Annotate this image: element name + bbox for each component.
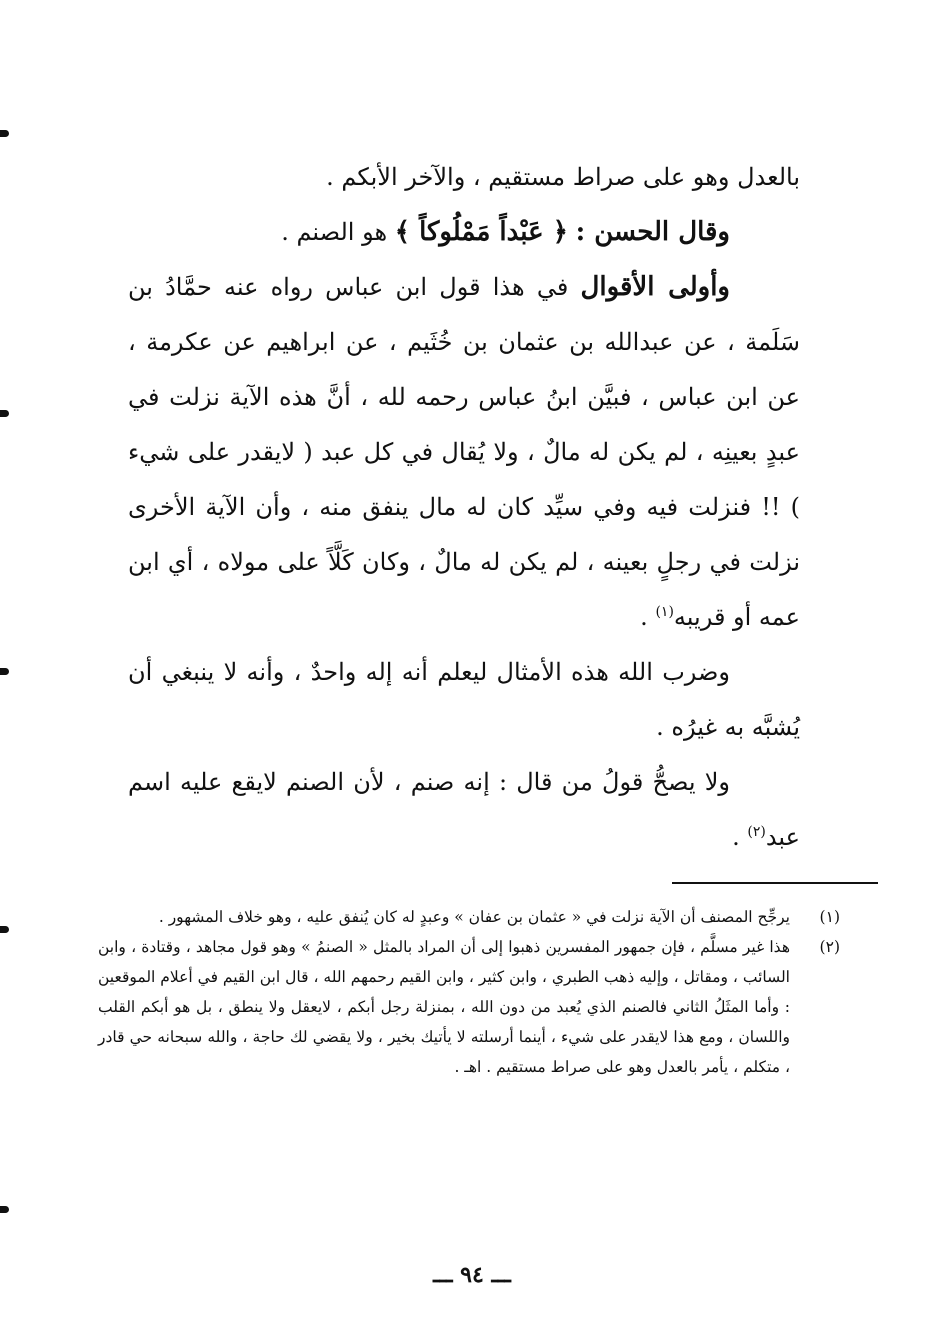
paragraph-2-rest: هو الصنم . [281, 218, 395, 246]
quran-quote: ﴿ عَبْداً مَمْلُوكاً ﴾ [394, 217, 568, 247]
footnote-text: يرجِّح المصنف أن الآية نزلت في « عثمان بن عفان » وعبدٍ له كان يُنفق عليه ، وهو خلاف المشهور . [158, 908, 790, 926]
scan-edge-mark [0, 410, 9, 417]
scan-edge-mark [0, 668, 9, 675]
footnote-number: (٢) [819, 938, 840, 956]
speaker-label: وقال الحسن : [575, 217, 730, 247]
footnote-ref-2[interactable]: (٢) [747, 824, 766, 840]
paragraph-3 [128, 260, 800, 645]
main-text [128, 150, 800, 865]
paragraph-2 [128, 205, 800, 260]
paragraph-5-text: ولا يصحُّ قولُ من قال : إنه صنم ، لأن الصنم لايقع عليه اسم عبد [128, 768, 800, 851]
paragraph-3-end: . [640, 603, 656, 631]
footnote-text: هذا غير مسلَّم ، فإن جمهور المفسرين ذهبوا إلى أن المراد بالمثل « الصنمُ » وهو قول مجاهد ، وقتادة ، وابن السائب ، ومقاتل ، وإليه ذهب الطبري ، وابن كثير ، وابن القيم رحمهم الله ، قال ابن القيم في أعلام الموقعين : وأما المثَلُ الثاني فالصنم الذي يُعبد من دون الله ، بمنزلة رجل أبكم ، لايعقل ولا ينطق ، بل هو أبكم القلب واللسان ، ومع هذا لايقدر على شيء ، أينما أرسلته لا يأتيك بخير ، ولا يقضي لك حاجة ، والله سبحانه حي قادر ، متكلم ، يأمر بالعدل وهو على صراط مستقيم . اهـ . [98, 938, 790, 1076]
paragraph-3-text: في هذا قول ابن عباس رواه عنه حمَّادُ بن سَلَمة ، عن عبدالله بن عثمان بن خُثَيم ، عن ابراهيم عن عكرمة ، عن ابن عباس ، فبيَّن ابنُ عباس رحمه لله ، أنَّ هذه الآية نزلت في عبدٍ بعينِه ، لم يكن له مالٌ ، ولا يُقال في كل عبد ( لايقدر على شيء ) !! فنزلت فيه وفي سيِّد كان له مال ينفق منه ، وأن الآية الأخرى نزلت في رجلٍ بعينه ، لم يكن له مالٌ ، وكان كَلَّاً على مولاه ، أي ابن عمه أو قريبه [128, 273, 800, 631]
footnotes [98, 902, 840, 1082]
footnote-number: (١) [819, 908, 840, 926]
scan-edge-mark [0, 926, 9, 933]
paragraph-4: وضرب الله هذه الأمثال ليعلم أنه إله واحدٌ ، وأنه لا ينبغي أن يُشبَّه به غيرُه . [128, 658, 800, 741]
footnote-ref-1[interactable]: (١) [655, 604, 674, 620]
scan-edge-mark [0, 130, 9, 137]
paragraph-5-end: . [732, 823, 748, 851]
paragraph-5 [128, 755, 800, 865]
footnote-1 [98, 902, 840, 932]
paragraph-3-lead: وأولى الأقوال [580, 272, 730, 302]
footnote-divider [672, 882, 878, 884]
scan-edge-mark [0, 1206, 9, 1213]
page-number: ـــ ٩٤ ـــ [433, 1262, 511, 1288]
paragraph-1: بالعدل وهو على صراط مستقيم ، والآخر الأبكم . [326, 163, 800, 191]
footnote-2 [98, 932, 840, 1082]
